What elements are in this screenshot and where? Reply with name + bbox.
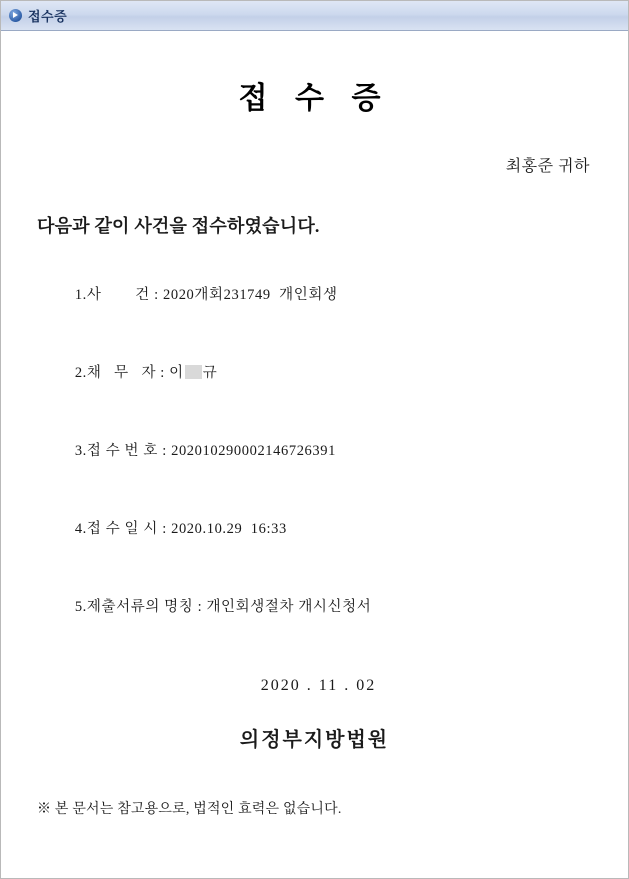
play-circle-icon — [9, 9, 22, 22]
list-item — [41, 266, 594, 321]
item-label: 사 건 : — [86, 287, 159, 303]
intro-sentence: 다음과 같이 사건을 접수하였습니다. — [37, 216, 320, 236]
item-value: 202010290002146726391 — [171, 443, 336, 459]
item-number: 2. — [74, 365, 87, 381]
item-value-suffix: 규 — [202, 365, 218, 381]
item-label: 채 무 자 : — [86, 365, 165, 381]
list-item — [41, 500, 594, 555]
item-value-prefix: 이 — [169, 365, 184, 381]
redaction-block — [185, 365, 202, 379]
item-number: 3. — [74, 443, 87, 459]
item-label: 제출서류의 명칭 : — [86, 599, 203, 615]
window-titlebar — [1, 1, 628, 31]
item-number: 1. — [74, 287, 87, 303]
item-value: 2020개회231749 개인회생 — [163, 287, 338, 303]
item-value: 개인회생절차 개시신청서 — [206, 599, 372, 615]
page-title: 접 수 증 — [238, 82, 391, 115]
court-name: 의정부지방법원 — [239, 729, 390, 751]
item-number: 5. — [74, 599, 87, 615]
list-item — [41, 344, 594, 399]
disclaimer-note: ※ 본 문서는 참고용으로, 법적인 효력은 없습니다. — [37, 802, 342, 817]
list-item — [41, 422, 594, 477]
item-label: 접 수 번 호 : — [86, 443, 167, 459]
recipient-name: 최홍준 귀하 — [505, 158, 590, 175]
receipt-item-list — [41, 266, 594, 633]
item-label: 접 수 일 시 : — [86, 521, 167, 537]
document-content — [1, 73, 628, 818]
item-number: 4. — [74, 521, 87, 537]
item-value: 2020.10.29 16:33 — [171, 521, 287, 537]
window-title: 접수증 — [28, 9, 68, 24]
issue-date: 2020 . 11 . 02 — [260, 677, 377, 694]
list-item — [41, 578, 594, 633]
